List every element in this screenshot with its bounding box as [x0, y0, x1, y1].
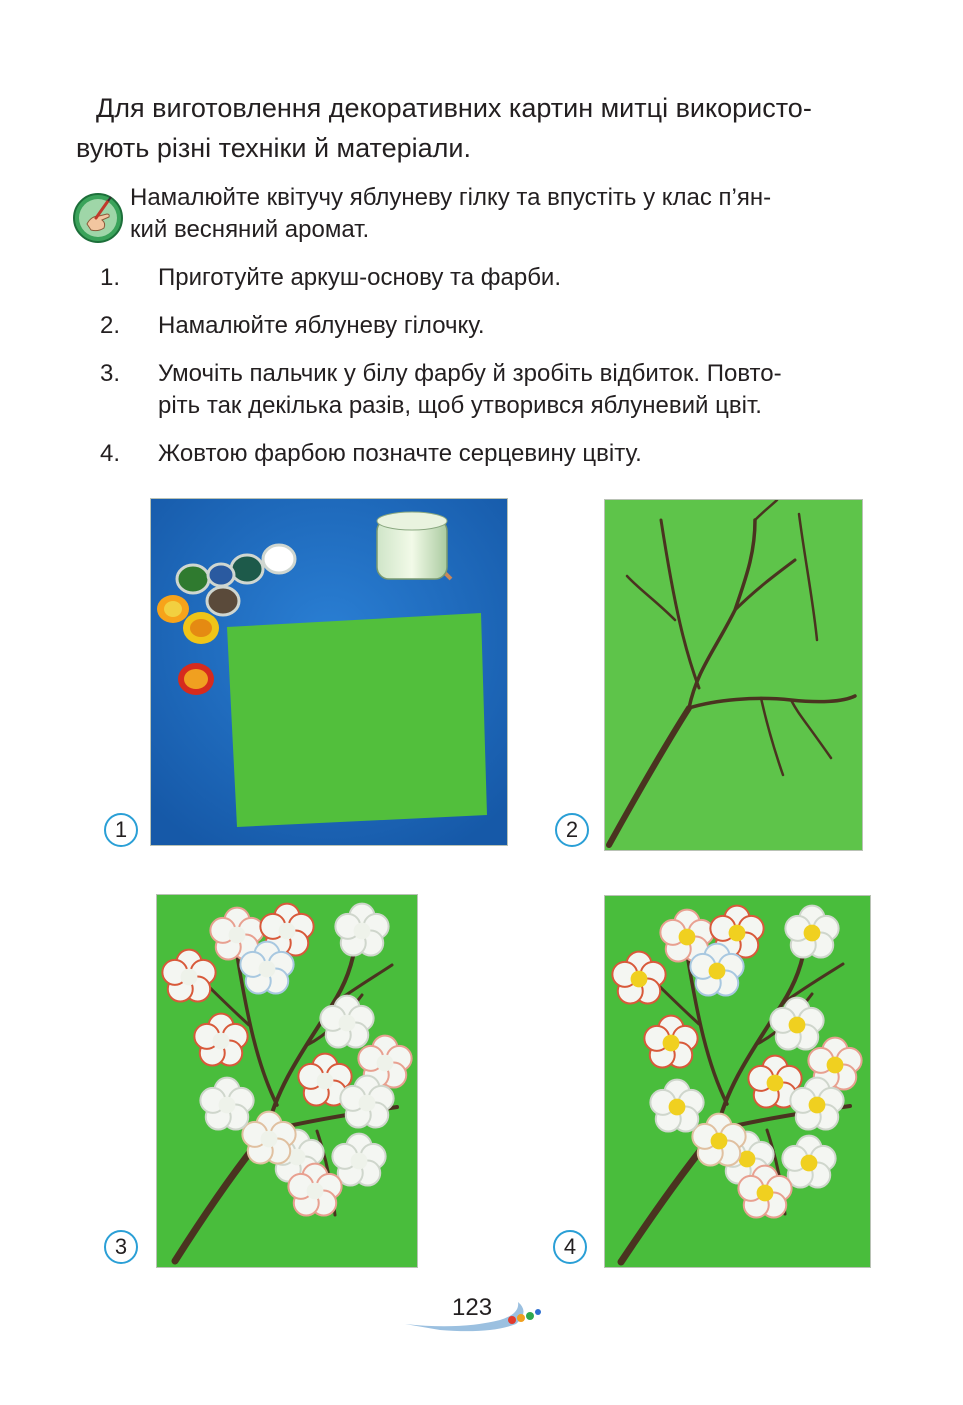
painting-hand-icon [72, 192, 124, 244]
photo-label-3: 3 [104, 1230, 138, 1264]
intro-line-2: вують різні техніки й матеріали. [76, 133, 471, 163]
step-text: ріть так декілька разів, щоб утворився яблуневий цвіт. [158, 392, 762, 419]
task-paragraph [130, 182, 870, 246]
step-text: Жовтою фарбою позначте серцевину цвіту. [158, 440, 642, 467]
photo-label-2: 2 [555, 813, 589, 847]
photo-white-blossoms [156, 894, 418, 1268]
photo-label-4: 4 [553, 1230, 587, 1264]
photo-painted-branch [604, 499, 863, 851]
step-number: 4. [100, 440, 121, 467]
step-text: Намалюйте яблуневу гілочку. [158, 312, 485, 339]
photo-blossoms-yellow-centers [604, 895, 871, 1268]
step-text: Приготуйте аркуш-основу та фарби. [158, 264, 562, 291]
photo-label-1: 1 [104, 813, 138, 847]
page-number: 123 [452, 1294, 493, 1321]
step-text: Умочіть пальчик у білу фарбу й зробіть відбиток. Повто- [158, 360, 782, 387]
intro-paragraph [76, 88, 876, 168]
page-footer [400, 1290, 550, 1340]
task-line-1: Намалюйте квітучу яблуневу гілку та впустіть у клас п’ян- [130, 184, 772, 211]
step-number: 3. [100, 360, 121, 387]
step-number: 1. [100, 264, 121, 291]
step-number: 2. [100, 312, 121, 339]
intro-line-1: Для виготовлення декоративних картин митці використо- [96, 93, 812, 123]
task-line-2: кий весняний аромат. [130, 216, 370, 243]
photo-paints-and-sheet [150, 498, 508, 846]
